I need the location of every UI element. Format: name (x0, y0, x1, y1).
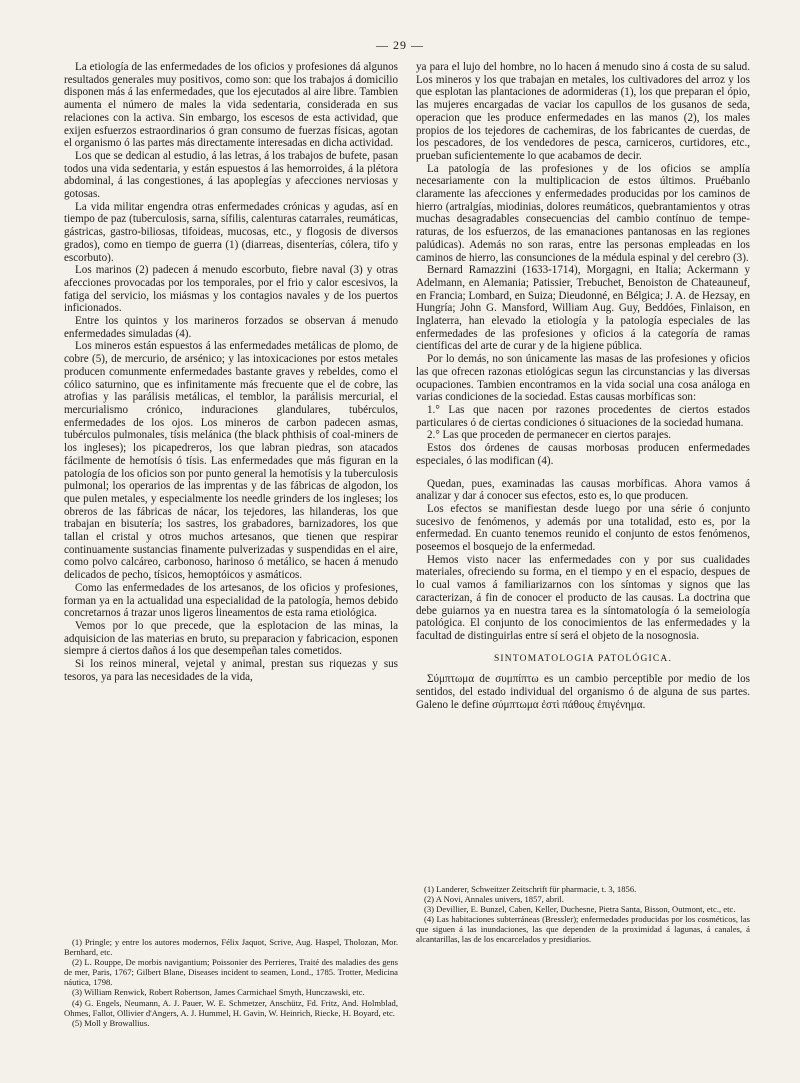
paragraph: Si los reinos mineral, vejetal y animal, prestan sus riquezas y sus tesoros, ya para las necesidades de la vida, (64, 658, 398, 683)
right-column (416, 61, 750, 711)
section-heading: SINTOMATOLOGIA PATOLÓGICA. (493, 653, 673, 664)
footnote: (1) Landerer, Schweitzer Zeitschrift für pharmacie, t. 3, 1856. (424, 884, 637, 894)
footnote: (3) William Renwick, Robert Robertson, James Carmichael Smyth, Hunczawski, etc. (72, 987, 365, 998)
paragraph: ya para el lujo del hombre, no lo hacen á menudo sino á costa de su salud. Los mineros y los que trabajan en metales, los cultivadores del arroz y los que esplotan las plantaciones de adormideras (1), los que preparan el ópio, las mujeres encargadas de vaciar los capullos de los gusanos de seda, operacion que les produce enfermedades en las manos (2), los males propios de los tejedores de cachemiras, de los fabricantes de cuerdas, de los pescadores, de los vendedores de pesca, carniceros, curtidores, etc., prueban suficientemente lo que acabamos de decir. (416, 61, 750, 162)
paragraph: Por lo demás, no son únicamente las masas de las profesiones y oficios las que ofrecen razonas etiológicas segun las circunstancias y las diversas ocupaciones. Tambien encontramos en la vida social una cosa análoga en varias condiciones de la sociedad. Estas causas morbíficas son: (416, 353, 750, 404)
footnotes-right (416, 884, 750, 945)
footnote: (2) A Novi, Annales univers, 1857, abril. (424, 894, 564, 905)
footnote: (1) Pringle; y entre los autores modernos, Félix Jaquot, Scrive, Aug. Haspel, Tholozan, Mor. Bernhard, etc. (64, 937, 398, 958)
footnote: (5) Moll y Browallius. (72, 1017, 150, 1028)
footnotes-left (64, 937, 398, 1028)
paragraph: La vida militar engendra otras enfermedades crónicas y agudas, así en tiempo de paz (tuberculosis, sarna, sífilis, calenturas catarrales, reumáticas, gástricas, gastro-biliosas, tifoideas, mucosas, etc., y flogosis de diversos grados), como en tiempo de guerra (1) (diarreas, disenterías, cólera, tifo y escorbuto). (64, 200, 398, 264)
paragraph: Hemos visto nacer las enfermedades con y por sus cualidades materiales, ofreciendo su forma, en el tiempo y en el espacio, despues de lo cual vamos á familiarizarnos con los síntomas y signos que las caracterizan, á fin de conocer el producto de las causas. La doctrina que debe guiarnos ya en nuestra tarea es la síntomatología ó la semeiología patológica. El conjunto de los conocimientos de las enfermedades y la facultad de distinguirlas entre sí será el objeto de la nosognosia. (416, 553, 750, 642)
paragraph: Los que se dedican al estudio, á las letras, á los trabajos de bufete, pasan todos una vida sedentaria, y están espuestos á las hemorroides, á la plétora abdominal, á las congestiones, á las apoplegías y afecciones nerviosas y gotosas. (64, 149, 398, 201)
paragraph: La patología de las profesiones y de los oficios se amplía necesariamente con la multiplicacion de estos últimos. Pruébanlo claramente las afecciones y enfermedades producidas por los caminos de hierro (artralgías, miodinias, dolores reumáticos, quebrantamientos y otras muchas desagradables consecuencias del cambio contínuo de temperaturas, de los esfuerzos, de las emanaciones pantanosas en las regiones palúdicas). Además no son raras, entre las personas empleadas en los caminos de hierro, las consunciones de la médula espinal y del cerebro (3). (416, 162, 750, 264)
paragraph: Los marinos (2) padecen á menudo escorbuto, fiebre naval (3) y otras afecciones provocadas por los temporales, por el frio y calor escesivos, la fatiga del servicio, los miásmas y los contagios navales y de los puertos inficionados. (64, 264, 398, 315)
paragraph: Vemos por lo que precede, que la esplotacion de las minas, la adquisicion de las materias en bruto, su preparacion y fabricacion, esponen siempre á ciertos daños á los que desempeñan tales cometidos. (64, 619, 398, 658)
paragraph: Como las enfermedades de los artesanos, de los oficios y profesiones, forman ya en la actualidad una especialidad de la patología, hemos debido concretarnos á trazar unos ligeros lineamentos de esta rama etiológica. (64, 581, 398, 620)
paragraph: Estos dos órdenes de causas morbosas producen enfermedades especiales, ó las modifican (4). (416, 442, 750, 467)
footnote: (4) G. Engels, Neumann, A. J. Pauer, W. E. Schmetzer, Anschütz, Fd. Fritz, And. Holmblad, Ohmes, Fallot, Ollivier d'Angers, A. J. Hummel, H. Gavin, W. Heinrich, Riecke, H. Boyard, etc. (64, 997, 398, 1018)
footnote: (4) Las habitaciones subterráneas (Bressler); enfermedades producidas por los cosméticos, las que siguen á las inundaciones, las que dependen de la proximidad á lagunas, á canales, á alcantarillas, las de los encarcelados y presidiarios. (416, 914, 750, 945)
paragraph: Quedan, pues, examinadas las causas morbíficas. Ahora vamos á analizar y dar á conocer sus efectos, esto es, lo que producen. (416, 477, 750, 503)
paragraph: 2.° Las que proceden de permanecer en ciertos parajes. (427, 429, 672, 442)
paragraph: Los mineros están espuestos á las enfermedades metálicas de plomo, de cobre (5), de mercurio, de arsénico; y las intoxicaciones por estos metales producen comunmente enfermedades bastante graves y rebeldes, como el cólico saturnino, que es infinitamente más frecuente que el de cobre, las atrofias y las parálisis metálicas, el temblor, la parálisis mercurial, el mercurialismo crónico, induraciones glandulares, tubérculos, enfermedades de los ojos. Los mineros de carbon padecen asmas, tubérculos pulmonales, tísis melánica (the black phthisis of coal-miners de los ingleses); los picapedreros, los que labran piedras, son atacados fácilmente de hemotísis ó tísis. Las enfermedades que más figuran en la patología de los oficios son por punto general la hemotísis y la tuberculosis pulmonal; los operarios de las imprentas y de las fábricas de algodon, los que pulen metales, y especialmente los needle grinders de los ingleses; los obreros de las fábricas de nácar, los tejedores, las hilanderas, los que trabajan en bisutería; los sastres, los grabadores, barnizadores, los que tallan el cristal y otros muchos artesanos, que tienen que respirar continuamente sustancias finamente pulverizadas y suspendidas en el aire, como polvo calcáreo, carbonoso, harinoso ó metálico, se hacen á menudo delicados de pecho, tísicos, hemoptóicos y asmáticos. (64, 340, 398, 582)
paragraph: Los efectos se manifiestan desde luego por una série ó conjunto sucesivo de fenómenos, y además por una totalidad, esto es, por la enfermedad. En cuanto tenemos reunido el conjunto de estos fenómenos, poseemos el bosquejo de la enfermedad. (416, 502, 750, 554)
paragraph: La etiología de las enfermedades de los oficios y profesiones dá algunos resultados generales muy positivos, como son: que los trabajos á domicilio disponen más á las enfermedades, que los ejecutados al aire libre. Tambien aumenta el número de males la vida sedentaria, considerada en sus relaciones con la activa. Sin embargo, los escesos de esta actividad, que exijen esfuerzos estraordinarios ó gran consumo de fuerzas físicas, agotan el organismo ó las partes más directamente interesadas en dicha actividad. (64, 61, 398, 150)
paragraph: Entre los quintos y los marineros forzados se observan á menudo enfermedades simuladas (4). (64, 315, 398, 340)
footnote: (2) L. Rouppe, De morbis navigantium; Poissonier des Perrieres, Traité des maladies des gens de mer, Paris, 1767; Gilbert Blane, Diseases incident to seamen, Lond., 1785. Trotter, Medicina náutica, 1798. (64, 957, 398, 988)
footnote: (3) Devillier, E. Bunzel, Caben, Keller, Duchesne, Pietra Santa, Bisson, Outmont, etc., etc. (424, 904, 736, 915)
paragraph: 1.° Las que nacen por razones procedentes de ciertos estados particulares ó de ciertas condiciones ó situaciones de la sociedad humana. (416, 403, 750, 429)
paragraph: Σύμπτωμα de συμπίπτω es un cambio perceptible por medio de los sentidos, del estado individual del organismo ó de alguna de sus partes. Galeno le define σύμπτωμα ἐστὶ πάθους ἐπιγένημα. (416, 673, 750, 711)
page-number: — 29 — (376, 38, 424, 52)
paragraph: Bernard Ramazzini (1633-1714), Morgagni, en Italia; Ackermann y Adelmann, en Alemania; Patissier, Trebuchet, Benoiston de Chateauneuf, en Francia; Lombard, en Suiza; Dieudonné, en Bélgica; J. A. de Hezsay, en Hungría; John G. Mansford, William Aug. Guy, Beddóes, Finlaison, en Inglaterra, han elevado la etiología y la patología especiales de las enfermedades de las profesiones y oficios á la categoría de ramas científicas del arte de curar y de la higiene pública. (416, 264, 750, 353)
left-column (64, 61, 398, 683)
